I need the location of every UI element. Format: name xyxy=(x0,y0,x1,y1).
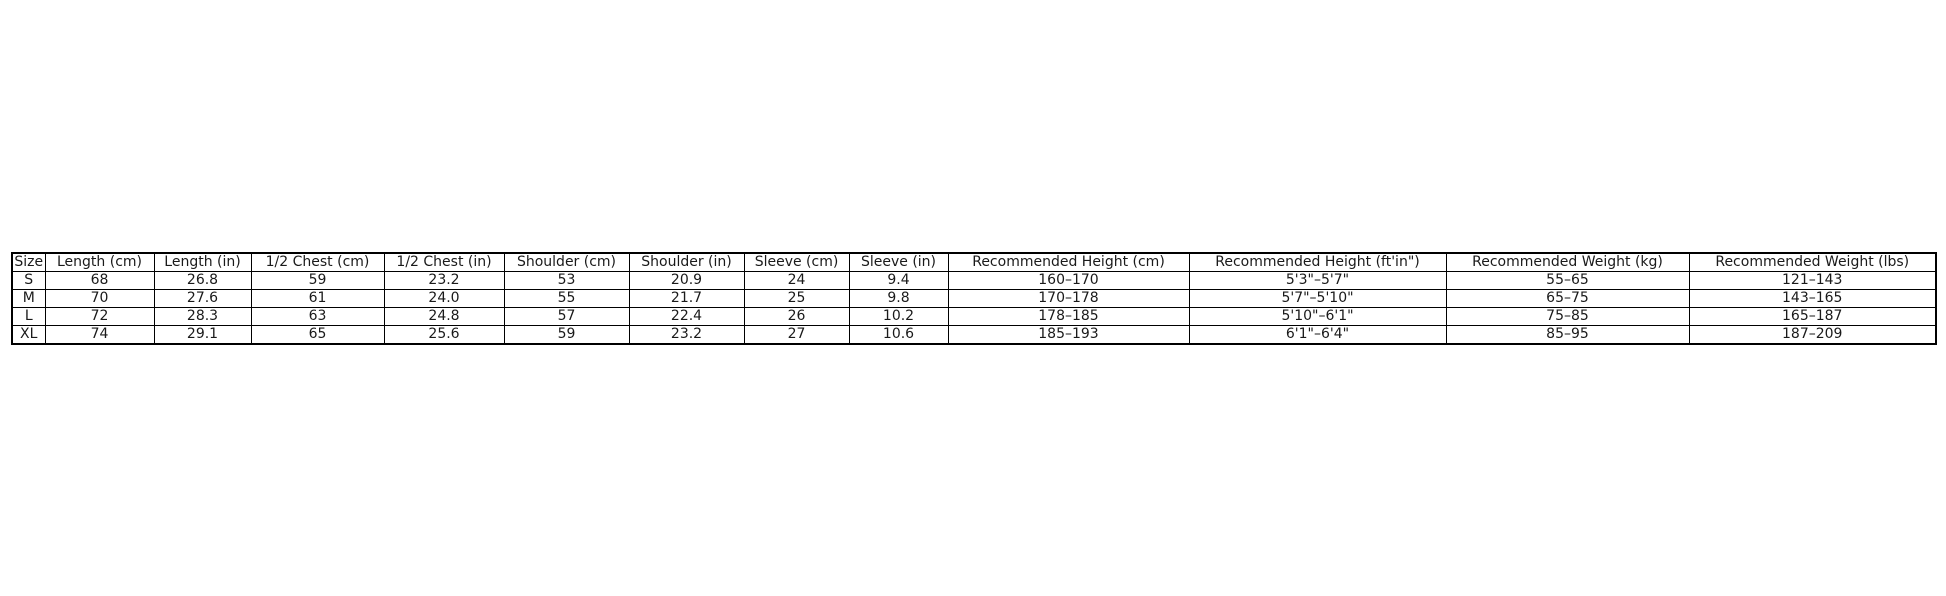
table-cell: 75–85 xyxy=(1446,308,1689,326)
table-cell: 121–143 xyxy=(1689,272,1936,290)
table-row xyxy=(12,272,1936,290)
table-row xyxy=(12,326,1936,345)
table-cell: 24.8 xyxy=(384,308,504,326)
table-cell: 10.2 xyxy=(849,308,948,326)
table-cell: 65–75 xyxy=(1446,290,1689,308)
column-header: Recommended Weight (lbs) xyxy=(1689,253,1936,272)
table-cell: 59 xyxy=(251,272,384,290)
table-cell: 24 xyxy=(744,272,849,290)
table-cell: 5'7"–5'10" xyxy=(1189,290,1446,308)
table-cell: 61 xyxy=(251,290,384,308)
column-header: Sleeve (in) xyxy=(849,253,948,272)
table-cell: 5'3"–5'7" xyxy=(1189,272,1446,290)
table-cell: 23.2 xyxy=(629,326,744,345)
column-header: Length (cm) xyxy=(45,253,154,272)
size-cell: L xyxy=(12,308,45,326)
table-cell: 57 xyxy=(504,308,629,326)
table-cell: 25 xyxy=(744,290,849,308)
table-cell: 72 xyxy=(45,308,154,326)
size-cell: XL xyxy=(12,326,45,345)
size-cell: M xyxy=(12,290,45,308)
column-header: Recommended Height (cm) xyxy=(948,253,1189,272)
table-row xyxy=(12,308,1936,326)
table-cell: 28.3 xyxy=(154,308,251,326)
table-cell: 20.9 xyxy=(629,272,744,290)
table-cell: 29.1 xyxy=(154,326,251,345)
column-header: Recommended Weight (kg) xyxy=(1446,253,1689,272)
header-row xyxy=(12,253,1936,272)
column-header: Sleeve (cm) xyxy=(744,253,849,272)
column-header: Length (in) xyxy=(154,253,251,272)
size-chart-table xyxy=(11,252,1937,345)
table-cell: 187–209 xyxy=(1689,326,1936,345)
table-cell: 185–193 xyxy=(948,326,1189,345)
table-header xyxy=(12,253,1936,272)
table-cell: 6'1"–6'4" xyxy=(1189,326,1446,345)
table-cell: 160–170 xyxy=(948,272,1189,290)
column-header: Shoulder (in) xyxy=(629,253,744,272)
table-cell: 27.6 xyxy=(154,290,251,308)
table-cell: 27 xyxy=(744,326,849,345)
column-header: 1/2 Chest (in) xyxy=(384,253,504,272)
table-cell: 26.8 xyxy=(154,272,251,290)
column-header: Size xyxy=(12,253,45,272)
table-cell: 26 xyxy=(744,308,849,326)
table-cell: 53 xyxy=(504,272,629,290)
table-cell: 59 xyxy=(504,326,629,345)
table-cell: 143–165 xyxy=(1689,290,1936,308)
table-cell: 22.4 xyxy=(629,308,744,326)
table-cell: 25.6 xyxy=(384,326,504,345)
table-cell: 9.4 xyxy=(849,272,948,290)
column-header: Recommended Height (ft'in") xyxy=(1189,253,1446,272)
size-chart-container xyxy=(11,252,1937,345)
table-cell: 170–178 xyxy=(948,290,1189,308)
table-cell: 23.2 xyxy=(384,272,504,290)
table-cell: 55–65 xyxy=(1446,272,1689,290)
table-body xyxy=(12,272,1936,345)
table-cell: 178–185 xyxy=(948,308,1189,326)
table-cell: 165–187 xyxy=(1689,308,1936,326)
table-cell: 9.8 xyxy=(849,290,948,308)
table-cell: 55 xyxy=(504,290,629,308)
table-cell: 74 xyxy=(45,326,154,345)
table-cell: 10.6 xyxy=(849,326,948,345)
table-cell: 85–95 xyxy=(1446,326,1689,345)
table-cell: 68 xyxy=(45,272,154,290)
table-cell: 70 xyxy=(45,290,154,308)
table-cell: 21.7 xyxy=(629,290,744,308)
table-row xyxy=(12,290,1936,308)
size-cell: S xyxy=(12,272,45,290)
table-cell: 63 xyxy=(251,308,384,326)
column-header: Shoulder (cm) xyxy=(504,253,629,272)
table-cell: 24.0 xyxy=(384,290,504,308)
column-header: 1/2 Chest (cm) xyxy=(251,253,384,272)
table-cell: 5'10"–6'1" xyxy=(1189,308,1446,326)
table-cell: 65 xyxy=(251,326,384,345)
